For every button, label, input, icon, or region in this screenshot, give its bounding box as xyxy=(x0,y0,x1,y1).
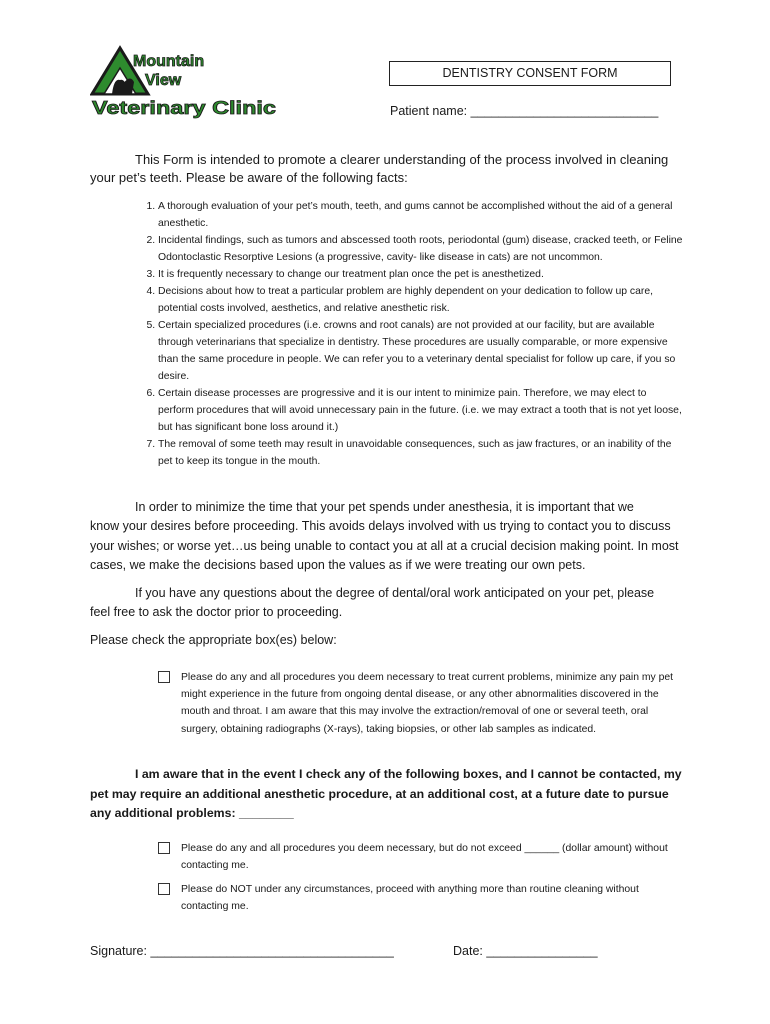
list-item: 2. Incidental findings, such as tumors and abscessed tooth roots, periodontal (gum) disease, cracked teeth, or Feline Odontoclastic Resorptive Lesions (a progressive, cavity- like disease in cats) are not uncommon. xyxy=(158,232,685,266)
anesthesia-rest: know your desires before proceeding. This avoids delays involved with us trying to contact you to discuss your wishes; or worse yet…us being unable to contact you at all at a crucial decision making point. In most cases, we make the decisions based upon the values as if we were treating our own pets. xyxy=(90,519,679,572)
intro-paragraph xyxy=(90,151,690,187)
mountain-animals-logo-icon xyxy=(90,44,280,120)
option-routine-only xyxy=(158,881,678,915)
list-item: 7. The removal of some teeth may result in unavoidable consequences, such as jaw fractures, or an inability of the pet to keep its tongue in the mouth. xyxy=(158,436,685,470)
logo-line-3: Veterinary Clinic xyxy=(92,98,276,118)
facts-list xyxy=(90,198,685,470)
logo-line-1: Mountain xyxy=(133,53,205,70)
option-all-checkbox[interactable] xyxy=(158,671,170,683)
option-none-text: Please do NOT under any circumstances, proceed with anything more than routine cleaning without contacting me. xyxy=(181,884,639,913)
form-title: DENTISTRY CONSENT FORM xyxy=(389,61,671,86)
signature-field[interactable]: Signature: ___________________________________ xyxy=(90,944,394,958)
list-item: 4. Decisions about how to treat a particular problem are highly dependent on your dedication to follow up care, potential costs involved, aesthetics, and relative anesthetic risk. xyxy=(158,283,685,317)
option-limit-checkbox[interactable] xyxy=(158,842,170,854)
list-item: 6. Certain disease processes are progressive and it is our intent to minimize pain. Therefore, we may elect to perform procedures that will avoid unnecessary pain in the future. (i.e. we may extract a tooth that is not yet loose, but has significant bone loss around it.) xyxy=(158,385,685,436)
awareness-rest: pet may require an additional anesthetic procedure, at an additional cost, at a future date to pursue any additional problems: ________ xyxy=(90,786,669,820)
intro-line-1: This Form is intended to promote a clearer understanding of the process involved in cleaning xyxy=(135,152,669,167)
list-item: 3. It is frequently necessary to change our treatment plan once the pet is anesthetized. xyxy=(158,266,685,283)
option-none-checkbox[interactable] xyxy=(158,883,170,895)
questions-rest: feel free to ask the doctor prior to proceeding. xyxy=(90,605,343,620)
option-all-text: Please do any and all procedures you deem necessary to treat current problems, minimize any pain my pet might experience in the future from ongoing dental disease, or any other abnormalities discovered in the mouth and throat. I am aware that this may involve the extraction/removal of one or several teeth, oral surgery, obtaining radiographs (X-rays), taking biopsies, or other lab samples as indicated. xyxy=(181,672,674,735)
anesthesia-first-line: In order to minimize the time that your pet spends under anesthesia, it is important that we xyxy=(135,500,634,514)
option-cost-limit xyxy=(158,840,678,874)
anesthesia-paragraph xyxy=(90,498,680,575)
check-prompt: Please check the appropriate box(es) below: xyxy=(90,633,337,647)
questions-first-line: If you have any questions about the degree of dental/oral work anticipated on your pet, please xyxy=(135,586,655,600)
intro-line-2: your pet’s teeth. Please be aware of the following facts: xyxy=(90,170,408,185)
list-item: 1. A thorough evaluation of your pet’s mouth, teeth, and gums cannot be accomplished without the aid of a general anesthetic. xyxy=(158,198,685,232)
clinic-logo xyxy=(90,44,280,120)
option-limit-text: Please do any and all procedures you deem necessary, but do not exceed ______ (dollar amount) without contacting me. xyxy=(181,843,668,872)
date-field[interactable]: Date: ________________ xyxy=(453,944,598,958)
logo-line-2: View xyxy=(145,72,182,89)
awareness-first-line: I am aware that in the event I check any of the following boxes, and I cannot be contacted, my xyxy=(135,767,682,781)
option-all-procedures xyxy=(158,669,678,738)
list-item: 5. Certain specialized procedures (i.e. crowns and root canals) are not provided at our facility, but are available through veterinarians that specialize in dentistry. These procedures are usually comparable, or more expensive than the same procedure in people. We can refer you to a veterinary dental specialist for follow up care, if you so desire. xyxy=(158,317,685,385)
patient-name-field[interactable]: Patient name: ___________________________ xyxy=(390,104,659,118)
awareness-paragraph xyxy=(90,765,690,824)
questions-paragraph xyxy=(90,584,680,623)
